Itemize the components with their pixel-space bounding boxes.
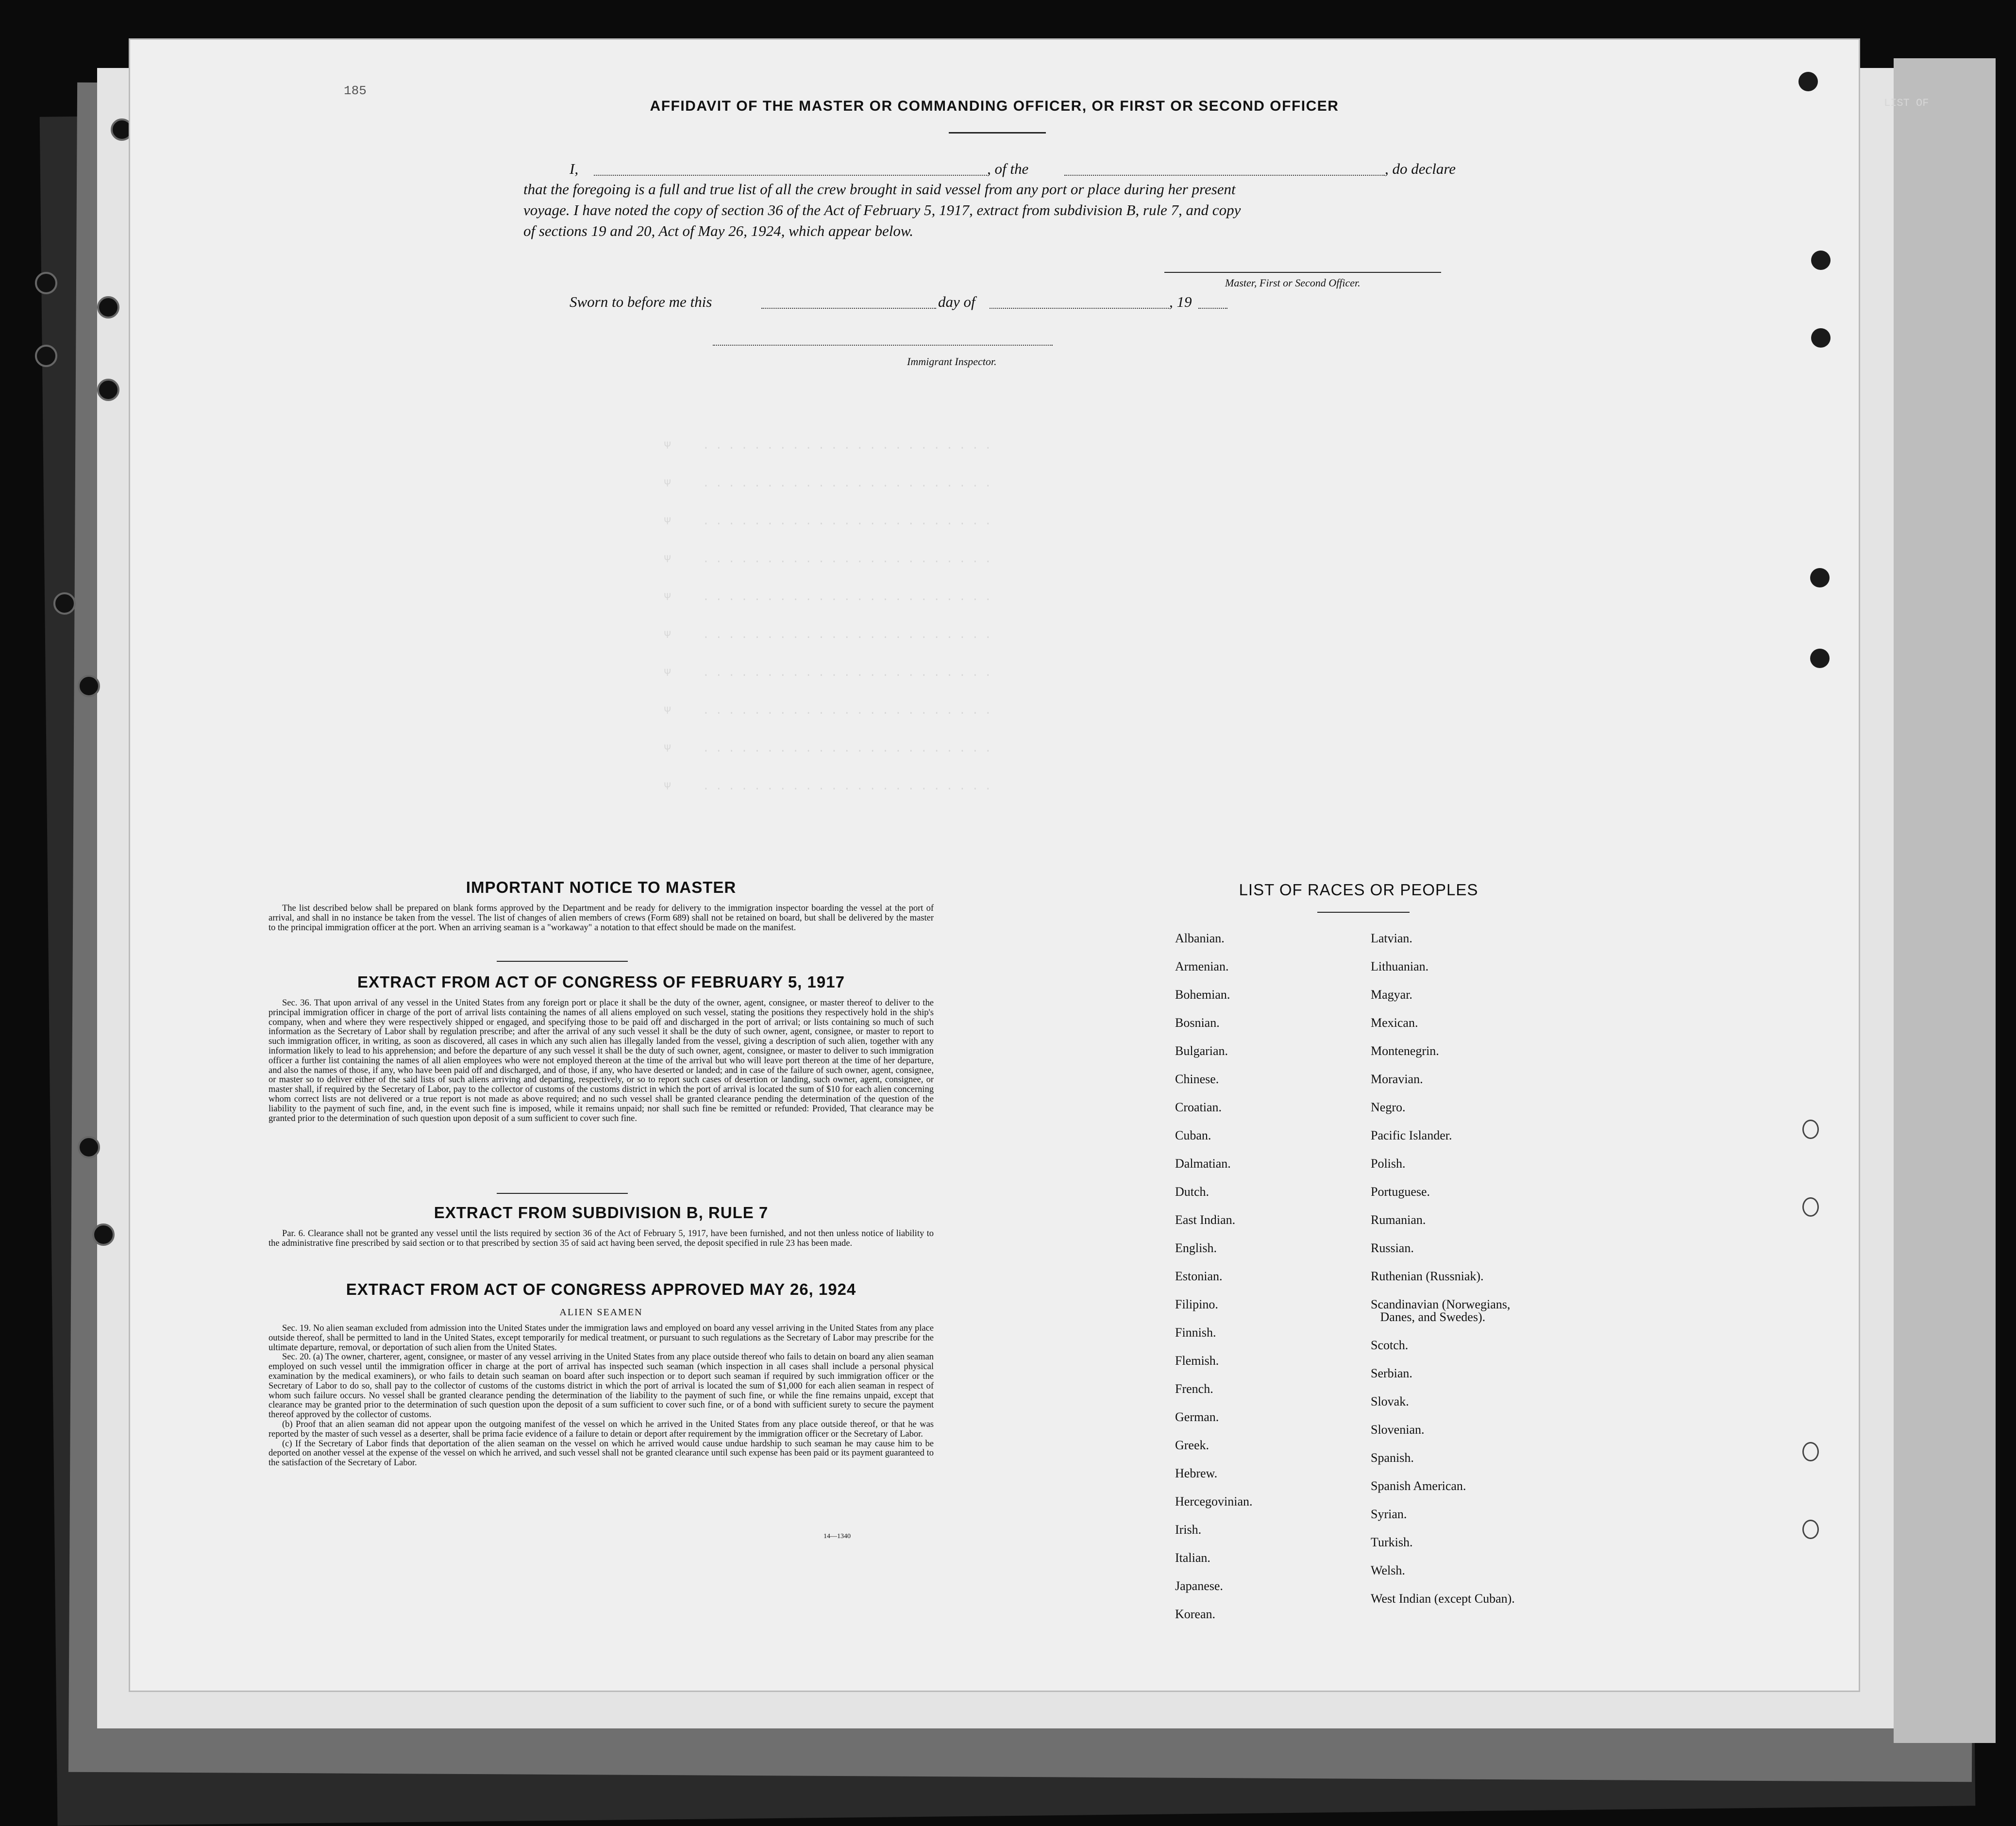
punch-ring bbox=[1802, 1442, 1819, 1461]
race-item: Bulgarian. bbox=[1175, 1044, 1228, 1058]
of-the-label: , of the bbox=[987, 160, 1029, 177]
race-item: Moravian. bbox=[1371, 1072, 1423, 1086]
race-item: East Indian. bbox=[1175, 1213, 1236, 1227]
binder-hole bbox=[97, 379, 119, 401]
declaration-line-4: of sections 19 and 20, Act of May 26, 1924, which appear below. bbox=[523, 222, 914, 239]
affidavit-title: AFFIDAVIT OF THE MASTER OR COMMANDING OFFICER, OR FIRST OR SECOND OFFICER bbox=[650, 98, 1339, 114]
punch-hole bbox=[1811, 251, 1831, 270]
race-item: French. bbox=[1175, 1382, 1213, 1396]
race-item: Hercegovinian. bbox=[1175, 1494, 1253, 1508]
notice-title: IMPORTANT NOTICE TO MASTER bbox=[466, 878, 737, 896]
binder-hole bbox=[53, 592, 76, 615]
punch-hole bbox=[1810, 568, 1830, 587]
declarant-label: I, bbox=[570, 160, 579, 177]
race-item: Lithuanian. bbox=[1371, 959, 1429, 973]
race-item: Portuguese. bbox=[1371, 1185, 1430, 1199]
race-item: Greek. bbox=[1175, 1438, 1210, 1452]
race-item: Scandinavian (Norwegians, Danes, and Swedes). bbox=[1371, 1297, 1511, 1324]
race-item: Dalmatian. bbox=[1175, 1156, 1231, 1171]
extract-1924-title: EXTRACT FROM ACT OF CONGRESS APPROVED MAY 26, 1924 bbox=[346, 1280, 857, 1298]
master-signature-label: Master, First or Second Officer. bbox=[1225, 277, 1361, 289]
race-item: Hebrew. bbox=[1175, 1466, 1218, 1480]
alien-seamen-subtitle: ALIEN SEAMEN bbox=[559, 1307, 643, 1318]
punch-hole bbox=[1798, 72, 1818, 91]
race-item: Montenegrin. bbox=[1371, 1044, 1439, 1058]
title-rule bbox=[949, 132, 1046, 134]
race-item: Dutch. bbox=[1175, 1185, 1210, 1199]
race-item: Negro. bbox=[1371, 1100, 1406, 1114]
race-item: Turkish. bbox=[1371, 1535, 1413, 1549]
race-item: Finnish. bbox=[1175, 1325, 1216, 1340]
inspector-label: Immigrant Inspector. bbox=[907, 355, 997, 368]
binder-hole bbox=[97, 296, 119, 318]
extract-1917-title: EXTRACT FROM ACT OF CONGRESS OF FEBRUARY 5, 1917 bbox=[357, 973, 845, 991]
sworn-month-field[interactable] bbox=[990, 308, 1169, 309]
race-item: Croatian. bbox=[1175, 1100, 1222, 1114]
declaration-line-3: voyage. I have noted the copy of section 36 of the Act of February 5, 1917, extract from subdivision B, rule 7, and copy bbox=[523, 201, 1241, 218]
race-item: Albanian. bbox=[1175, 931, 1225, 945]
master-signature-line[interactable] bbox=[1164, 272, 1441, 273]
section-19-paragraph: Sec. 19. No alien seaman excluded from admission into the United States under the immigration laws and employed on board any vessel arriving in the United States from any place outside thereof, shall be permitted to land in the United States, except temporarily for medical treatment, or pursuant to such regulations as the Secretary of Labor may prescribe for the ultimate departure, removal, or deportation of such alien from the United States. bbox=[269, 1323, 934, 1353]
do-declare-label: , do declare bbox=[1385, 160, 1456, 177]
inspector-signature-line[interactable] bbox=[713, 345, 1053, 346]
race-item: Mexican. bbox=[1371, 1016, 1418, 1030]
race-item: Slovenian. bbox=[1371, 1423, 1425, 1437]
race-item: Spanish American. bbox=[1371, 1479, 1466, 1493]
race-item: Polish. bbox=[1371, 1156, 1406, 1171]
race-item: Korean. bbox=[1175, 1607, 1216, 1621]
extract-rule7-title: EXTRACT FROM SUBDIVISION B, RULE 7 bbox=[434, 1204, 769, 1222]
notice-paragraph: The list described below shall be prepared on blank forms approved by the Department and be ready for delivery to the immigration inspector boarding the vessel at the port of arrival, and shall in no instance be taken from the vessel. The list of changes of alien members of crews (Form 689) shall not be retained on board, but shall be delivered by the master to the principal immigration officer at the port. When an arriving seaman is a "workaway" a notation to that effect should be made on the manifest. bbox=[269, 904, 934, 933]
extract-rule7-text bbox=[269, 1229, 934, 1249]
binder-hole bbox=[35, 272, 57, 294]
race-item: Serbian. bbox=[1371, 1366, 1412, 1380]
race-item: Slovak. bbox=[1371, 1394, 1409, 1408]
race-item: Irish. bbox=[1175, 1523, 1202, 1537]
section-20a-paragraph: Sec. 20. (a) The owner, charterer, agent, consignee, or master of any vessel arriving in the United States from any place outside thereof who fails to detain on board any alien seaman employed on such vessel until the immigration officer in charge at the port of arrival has inspected such seaman (which inspection in all cases shall include a personal physical examination by the medical examiners), or who fails to detain such seaman on board after such inspection or to deport such seaman if required by such immigration officer or the Secretary of Labor to do so, shall pay to the collector of customs of the customs district in which the port of arrival is located the sum of $1,000 for each alien seaman in respect of whom such failure occurs. No vessel shall be granted clearance pending the determination of the liability to the payment of such fine, or while the fine remains unpaid, except that clearance may be granted prior to the determination of such question upon the deposit of a sum sufficient to cover such fine, or of a bond with sufficient surety to secure the payment thereof approved by the collector of customs. bbox=[269, 1352, 934, 1420]
bleed-through-rows: Ψ . . . . . . . . . . . . . . . . . . . . . . . Ψ . . . . . . . . . . . . . . . . . . . . . . . Ψ . . . . . . . . . . . . . . . . . . . . . . . Ψ . . . . . . . . . . . . . . . . . . . . . . . Ψ . . . . . . . . . . . . . . . . . . . . . . . Ψ . . . . . . . . . . . . . . . . . . . . . . . Ψ . . . . . . . . . . . . . . . . . . . . . . . Ψ . . . . . . . . . . . . . . . . . . . . . . . Ψ . . . . . . . . . . . . . . . . . . . . . . . Ψ . . . . . . . . . . . . . . . . . . . . . . . bbox=[664, 440, 991, 793]
race-item: Estonian. bbox=[1175, 1269, 1223, 1283]
section-20c-paragraph: (c) If the Secretary of Labor finds that deportation of the alien seaman on the vessel on which he arrived would cause undue hardship to such seaman he may cause him to be deported on another vessel at the expense of the vessel on which he arrived, and such vessel shall not be granted clearance until such expense has been paid or its payment guaranteed to the satisfaction of the Secretary of Labor. bbox=[269, 1439, 934, 1468]
race-item: Cuban. bbox=[1175, 1128, 1211, 1142]
punch-ring bbox=[1802, 1120, 1819, 1139]
race-item: Flemish. bbox=[1175, 1354, 1219, 1368]
races-title-rule bbox=[1317, 912, 1410, 913]
binder-hole bbox=[78, 1136, 100, 1158]
sworn-label: Sworn to before me this bbox=[570, 293, 712, 310]
underlying-sheet-edge bbox=[1894, 58, 1996, 1743]
race-item: Filipino. bbox=[1175, 1297, 1218, 1311]
race-item: Italian. bbox=[1175, 1551, 1210, 1565]
binder-hole bbox=[78, 675, 100, 697]
section-36-paragraph: Sec. 36. That upon arrival of any vessel in the United States from any foreign port or place it shall be the duty of the owner, agent, consignee, or master thereof to deliver to the principal immigration officer in charge of the port of arrival lists containing the names of all aliens employed on such vessel, stating the positions they respectively hold in the ship's company, when and where they were respectively shipped or engaged, and specifying those to be paid off and discharged in the port of arrival; or lists containing so much of such information as the Secretary of Labor shall by regulation prescribe; and after the arrival of any such vessel it shall be the duty of such owner, agent, consignee, or master to report to such immigration officer, in writing, as soon as discovered, all cases in which any such alien has illegally landed from the vessel, giving a description of such alien, together with any information likely to lead to his apprehension; and before the departure of any such vessel it shall be the duty of such owner, agent, consignee, or master to deliver to such immigration officer a further list containing the names of all alien employees who were not employed thereon at the time of the arrival but who will leave port thereon at the time of her departure, and also the names of those, if any, who have been paid off and discharged, and of those, if any, who have deserted or landed; and in case of the failure of such owner, agent, consignee, or master so to deliver either of the said lists of such aliens arriving and departing, respectively, or so to report such cases of desertion or landing, such owner, agent, consignee, or master shall, if required by the Secretary of Labor, pay to the collector of customs of the customs district in which the port of arrival is located the sum of $10 for each alien concerning whom correct lists are not delivered or a true report is not made as above required; and no such vessel shall be granted clearance pending the determination of the question of the liability to the payment of such fine, and, in the event such fine is imposed, while it remains unpaid; nor shall such fine be remitted or refunded: Provided, That clearance may be granted prior to the determination of such question upon deposit of a sum sufficient to cover such fine. bbox=[269, 998, 934, 1123]
race-item: Armenian. bbox=[1175, 959, 1229, 973]
year-label: , 19 bbox=[1169, 293, 1192, 310]
race-item: Japanese. bbox=[1175, 1579, 1223, 1593]
race-item: English. bbox=[1175, 1241, 1217, 1255]
race-item: Spanish. bbox=[1371, 1451, 1414, 1465]
race-item: Pacific Islander. bbox=[1371, 1128, 1452, 1142]
punch-hole bbox=[1810, 649, 1830, 668]
declarant-name-field[interactable] bbox=[594, 175, 987, 176]
race-item: Ruthenian (Russniak). bbox=[1371, 1269, 1484, 1283]
race-item: German. bbox=[1175, 1410, 1219, 1424]
race-item: Scotch. bbox=[1371, 1338, 1409, 1352]
binder-hole bbox=[35, 345, 57, 367]
race-item: Russian. bbox=[1371, 1241, 1414, 1255]
section-divider bbox=[497, 961, 628, 962]
sworn-year-field[interactable] bbox=[1198, 308, 1227, 309]
sworn-day-field[interactable] bbox=[761, 308, 936, 309]
race-item: Welsh. bbox=[1371, 1563, 1405, 1577]
affidavit-page bbox=[130, 40, 1859, 1691]
bleed-through: LIST OF bbox=[1884, 97, 1929, 109]
form-number: 14—1340 bbox=[823, 1533, 851, 1540]
punch-hole bbox=[1811, 328, 1831, 348]
race-item: Latvian. bbox=[1371, 931, 1412, 945]
race-item: West Indian (except Cuban). bbox=[1371, 1591, 1515, 1606]
race-item: Bohemian. bbox=[1175, 988, 1230, 1002]
punch-ring bbox=[1802, 1197, 1819, 1217]
race-item: Bosnian. bbox=[1175, 1016, 1220, 1030]
page-mark: 185 bbox=[344, 84, 367, 98]
races-title: LIST OF RACES OR PEOPLES bbox=[1239, 881, 1478, 899]
par-6-paragraph: Par. 6. Clearance shall not be granted any vessel until the lists required by section 36 of the Act of February 5, 1917, have been furnished, and not then unless notice of liability to the administrative fine prescribed by said section or to that prescribed by section 35 of said act having been served, the deposit specified in rule 23 has been made. bbox=[269, 1229, 934, 1248]
race-item: Magyar. bbox=[1371, 988, 1412, 1002]
notice-text bbox=[269, 904, 934, 933]
vessel-name-field[interactable] bbox=[1064, 175, 1385, 176]
extract-1917-text bbox=[269, 999, 934, 1123]
extract-1924-text bbox=[269, 1324, 934, 1468]
race-item: Chinese. bbox=[1175, 1072, 1219, 1086]
section-divider bbox=[497, 1193, 628, 1194]
section-20b-paragraph: (b) Proof that an alien seaman did not appear upon the outgoing manifest of the vessel on which he arrived in the United States from any place outside thereof, or that he was reported by the master of such vessel as a deserter, shall be prima facie evidence of a failure to detain or deport after requirement by the immigration officer or the Secretary of Labor. bbox=[269, 1419, 934, 1439]
punch-ring bbox=[1802, 1520, 1819, 1539]
race-item: Syrian. bbox=[1371, 1507, 1407, 1521]
day-of-label: day of bbox=[938, 293, 975, 310]
declaration-line-2: that the foregoing is a full and true list of all the crew brought in said vessel from any port or place during her present bbox=[523, 181, 1236, 198]
binder-hole bbox=[92, 1223, 115, 1246]
race-item: Rumanian. bbox=[1371, 1213, 1426, 1227]
